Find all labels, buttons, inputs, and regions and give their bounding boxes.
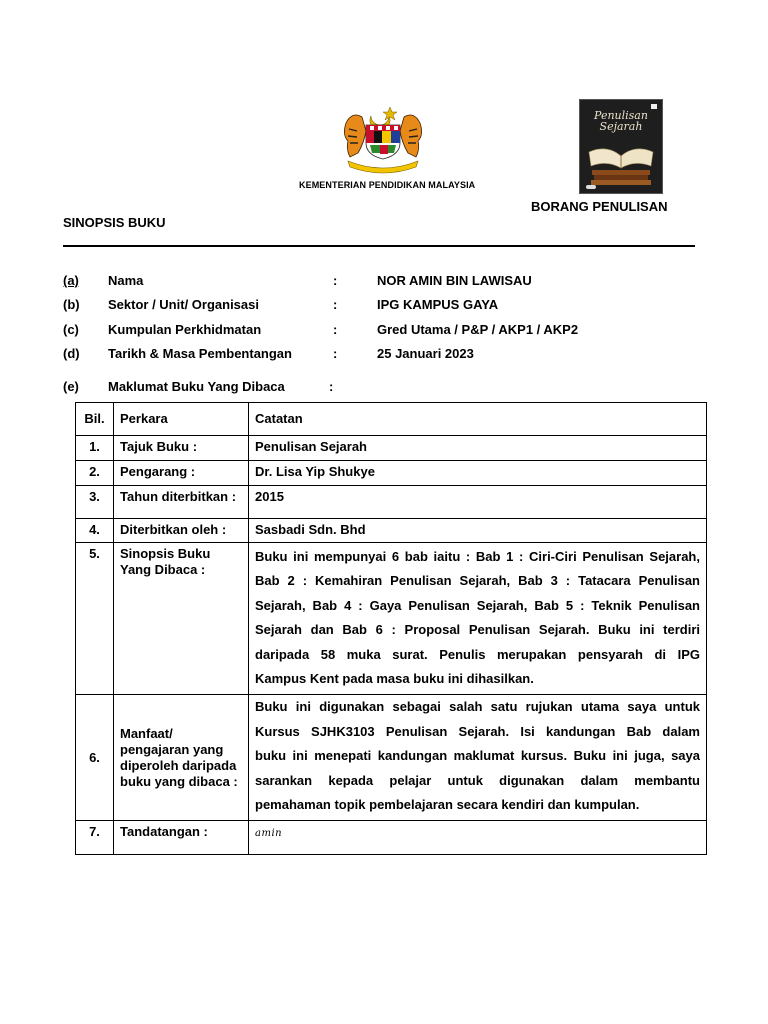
row-number: 7. <box>76 821 114 855</box>
field-value: Gred Utama / P&P / AKP1 / AKP2 <box>377 322 579 337</box>
cover-title: Penulisan Sejarah <box>594 109 648 133</box>
note-line: Kampus Kent pada masa buku ini dihasilkan. <box>255 671 534 687</box>
malaysia-coat-of-arms-logo <box>340 103 426 175</box>
row-number: 6. <box>76 695 114 821</box>
field-colon: : <box>333 297 338 312</box>
row-note: Sasbadi Sdn. Bhd <box>249 519 707 543</box>
note-line: daripada 58 muka surat. Penulis merupakan pensyarah di IPG <box>255 646 700 662</box>
note-line: Buku ini mempunyai 6 bab iaitu : Bab 1 : Ciri-Ciri Penulisan Sejarah, <box>255 549 700 564</box>
table-row <box>76 543 707 695</box>
row-item: Manfaat/ pengajaran yang diperoleh daripada buku yang dibaca : <box>114 695 249 821</box>
note-line: Kursus SJHK3103 Penulisan Sejarah. Isi kandungan Bab dalam <box>255 723 700 739</box>
field-label: (c) <box>63 322 79 337</box>
signature-cell <box>249 821 707 855</box>
row-number: 1. <box>76 436 114 461</box>
field-label: (b) <box>63 297 80 312</box>
publisher-logo <box>586 185 596 189</box>
row-item: Tajuk Buku : <box>114 436 249 461</box>
note-line: pemahaman topik pembelajaran secara kendiri dan kumpulan. <box>255 797 640 813</box>
row-note <box>249 543 707 695</box>
row-number: 3. <box>76 486 114 519</box>
cover-badge-icon <box>651 104 657 109</box>
form-title: BORANG PENULISAN <box>531 199 668 214</box>
note-line: buku ini menepati kandungan maklumat kursus. Buku ini juga, saya <box>255 748 700 764</box>
table-header-row <box>76 403 707 436</box>
row-item: Diterbitkan oleh : <box>114 519 249 543</box>
header-cell-no: Bil. <box>76 403 114 436</box>
row-item: Sinopsis Buku Yang Dibaca : <box>114 543 249 695</box>
field-colon: : <box>333 273 338 288</box>
note-line: Bab 2 : Kemahiran Penulisan Sejarah, Bab 3 : Tatacara Penulisan <box>255 573 700 589</box>
signature-text: amin <box>255 828 283 840</box>
header-cell-item: Perkara <box>114 403 249 436</box>
row-item: Tahun diterbitkan : <box>114 486 249 519</box>
table-row <box>76 519 707 543</box>
document-title: SINOPSIS BUKU <box>63 215 166 230</box>
row-number: 5. <box>76 543 114 695</box>
field-name: Kumpulan Perkhidmatan <box>108 322 262 337</box>
title-divider <box>63 245 695 247</box>
field-colon: : <box>333 322 338 337</box>
row-note <box>249 695 707 821</box>
header-cell-note: Catatan <box>249 403 707 436</box>
ministry-name: KEMENTERIAN PENDIDIKAN MALAYSIA <box>299 180 476 190</box>
row-note: 2015 <box>249 486 707 519</box>
table-row <box>76 436 707 461</box>
field-value: 25 Januari 2023 <box>377 346 474 361</box>
field-label: (a) <box>63 273 79 288</box>
field-label: (d) <box>63 346 80 361</box>
row-item: Pengarang : <box>114 461 249 486</box>
row-note: Penulisan Sejarah <box>249 436 707 461</box>
row-note: Dr. Lisa Yip Shukye <box>249 461 707 486</box>
note-line: sarankan kepada pelajar untuk digunakan dalam membantu <box>255 772 700 788</box>
row-number: 2. <box>76 461 114 486</box>
row-number: 4. <box>76 519 114 543</box>
field-colon: : <box>333 346 338 361</box>
open-book-illustration <box>586 142 656 186</box>
field-name: Sektor / Unit/ Organisasi <box>108 297 259 312</box>
table-row <box>76 821 707 855</box>
note-line: Sejarah, Bab 4 : Gaya Penulisan Sejarah, Bab 5 : Teknik Penulisan <box>255 597 700 613</box>
note-line: Sejarah dan Bab 6 : Proposal Penulisan Sejarah. Buku ini terdiri <box>255 622 700 638</box>
field-colon: : <box>329 379 334 394</box>
table-row <box>76 461 707 486</box>
field-name: Tarikh & Masa Pembentangan <box>108 346 292 361</box>
field-label: (e) <box>63 379 79 394</box>
field-name: Maklumat Buku Yang Dibaca <box>108 379 285 394</box>
note-line: Buku ini digunakan sebagai salah satu rujukan utama saya untuk <box>255 699 700 715</box>
book-cover-image <box>579 99 663 194</box>
book-info-table <box>75 402 707 855</box>
field-value: IPG KAMPUS GAYA <box>377 297 499 312</box>
field-value: NOR AMIN BIN LAWISAU <box>377 273 532 288</box>
row-item: Tandatangan : <box>114 821 249 855</box>
table-row <box>76 695 707 821</box>
field-name: Nama <box>108 273 144 288</box>
table-row <box>76 486 707 519</box>
